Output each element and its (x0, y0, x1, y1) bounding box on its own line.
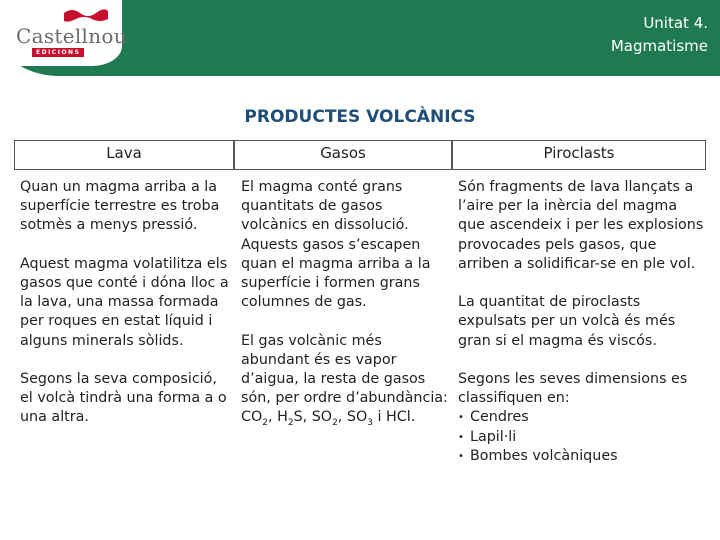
piroclasts-paragraph-1: Són fragments de lava llançats a l’aire per la inèrcia del magma que ascendeix i per les explosions provocades pels gasos, que arriben a solidificar-se en ple vol. (458, 179, 704, 272)
lava-paragraph-2: Aquest magma volatilitza els gasos que conté i dóna lloc a la lava, una massa formada per roques en estat líquid i alguns minerals sòlids. (20, 255, 229, 349)
unit-title (568, 12, 708, 58)
gasos-paragraph-2: El gas volcànic més abundant és es vapor d’aigua, la resta de gasos són, per ordre d’abundància: $CO_2$, $H_2S$, $SO_2$, $SO_3$ i HCl. (241, 332, 448, 429)
column-heading-lava: Lava (14, 140, 234, 170)
piroclasts-paragraph-2: La quantitat de piroclasts expulsats per un volcà és més gran si el magma és viscós. (458, 294, 676, 349)
piroclasts-paragraph-3: Segons les seves dimensions es classifiquen en: (458, 371, 688, 407)
column-heading-piroclasts: Piroclasts (452, 140, 706, 170)
lava-paragraph-1: Quan un magma arriba a la superfície terrestre es troba sotmès a menys pressió. (20, 179, 220, 234)
logo-name: Castellnou (16, 24, 127, 48)
unit-number: Unitat 4. (643, 14, 708, 32)
column-heading-gasos: Gasos (234, 140, 452, 170)
list-item: • Lapil·li (458, 428, 706, 447)
header-bar (0, 0, 720, 76)
gasos-paragraph-1: El magma conté grans quantitats de gasos volcànics en dissolució. Aquests gasos s’escapen quan el magma arriba a la superfície i formen grans columnes de gas. (241, 179, 431, 311)
list-item: • Cendres (458, 408, 706, 427)
page-title: PRODUCTES VOLCÀNICS (244, 107, 476, 127)
unit-topic: Magmatisme (610, 37, 708, 55)
logo-subtitle: EDICIONS (32, 48, 84, 57)
lava-paragraph-3: Segons la seva composició, el volcà tindrà una forma a o una altra. (20, 371, 227, 426)
piroclasts-list (458, 408, 706, 466)
list-item: • Bombes volcàniques (458, 447, 706, 466)
flag-icon (62, 7, 110, 25)
publisher-logo (0, 0, 127, 66)
